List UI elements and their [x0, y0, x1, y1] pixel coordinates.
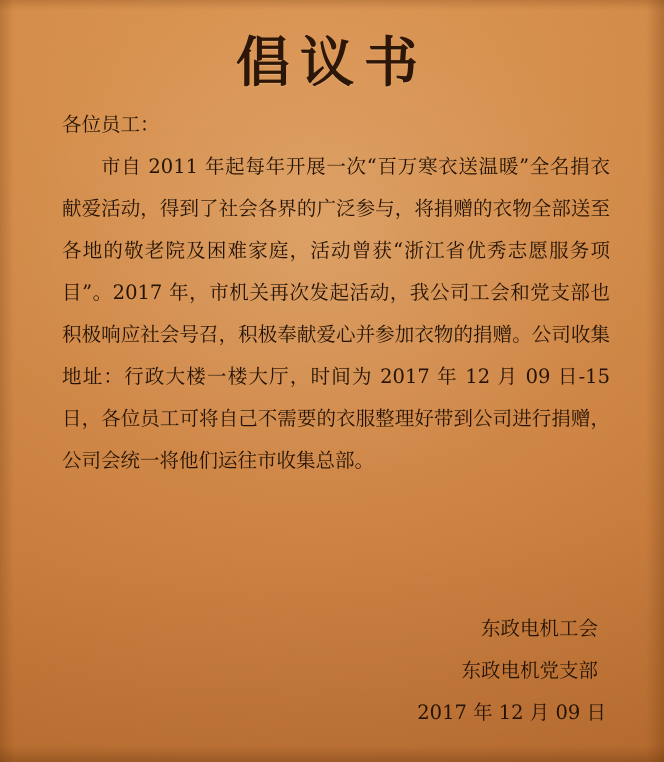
salutation: 各位员工： — [62, 113, 160, 136]
document-body — [62, 104, 610, 482]
signature-organization-union: 东政电机工会 — [480, 617, 598, 640]
page-edge-shadow-left — [0, 0, 14, 762]
body-paragraph: 市自 2011 年起每年开展一次“百万寒衣送温暖”全名捐衣献爱活动，得到了社会各界的广泛参与，将捐赠的衣物全部送至各地的敬老院及困难家庭，活动曾获“浙江省优秀志愿服务项目”。2017 年，市机关再次发起活动，我公司工会和党支部也积极响应社会号召，积极奉献爱心并参加衣物的捐赠。公司收集地址：行政大楼一楼大厅，时间为 2017 年 12 月 09 日-15 日，各位员工可将自己不需要的衣服整理好带到公司进行捐赠，公司会统一将他们运往市收集总部。 — [62, 155, 610, 472]
page-edge-shadow-bottom — [0, 746, 664, 762]
signature-block — [286, 608, 606, 734]
signature-organization-party-branch: 东政电机党支部 — [461, 659, 598, 682]
signature-date: 2017 年 12 月 09 日 — [417, 701, 606, 724]
page-edge-shadow-top — [0, 0, 664, 10]
page-edge-shadow-right — [646, 0, 664, 762]
document-title: 倡议书 — [236, 30, 428, 94]
